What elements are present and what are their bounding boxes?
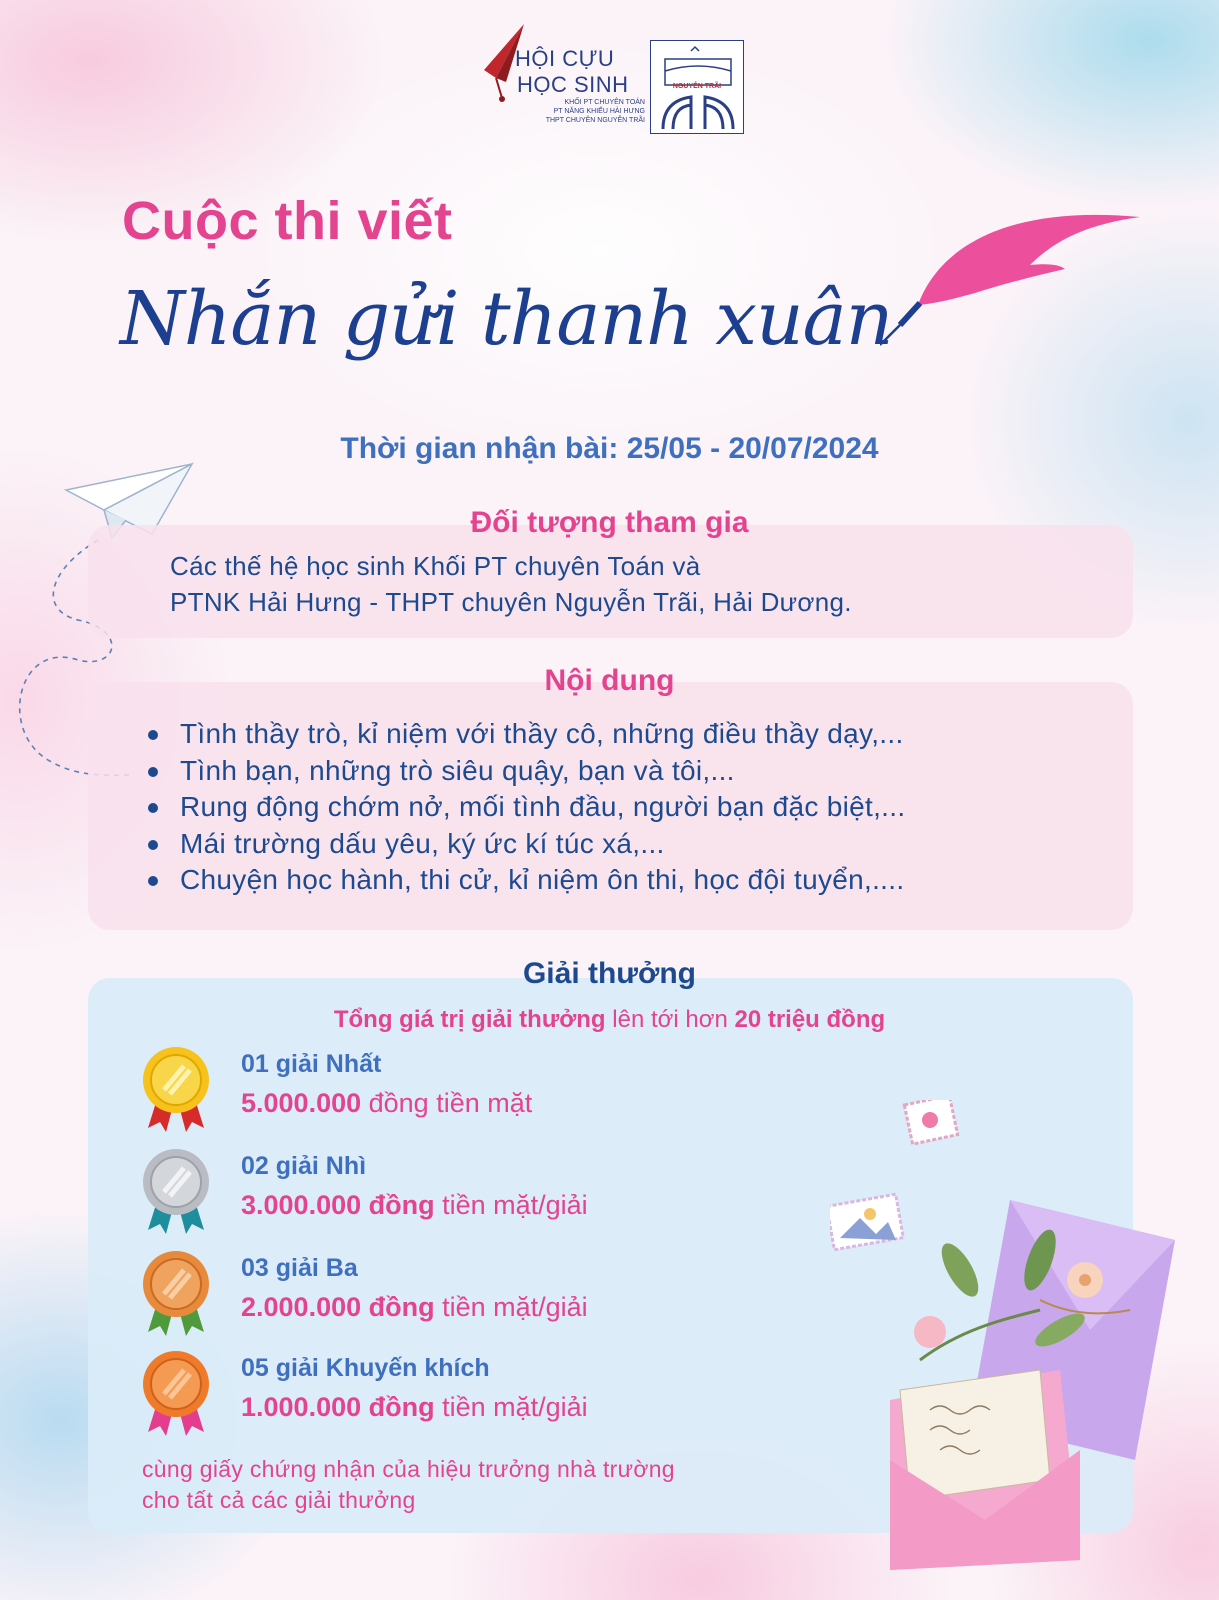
org-sub3: THPT CHUYÊN NGUYỄN TRÃI [545, 117, 645, 124]
bullet-icon [148, 803, 158, 813]
list-item: Rung động chớm nở, mối tình đầu, người bạn đặc biệt,... [148, 789, 905, 826]
bullet-icon [148, 767, 158, 777]
bullet-icon [148, 876, 158, 886]
bronze-medal-icon [140, 1250, 212, 1338]
participants-text [170, 548, 852, 620]
org-name-line2: HỌC SINH [517, 72, 629, 97]
quill-pen-icon [880, 185, 1150, 365]
prize-amount: 2.000.000 đồng tiền mặt/giải [241, 1292, 588, 1322]
participants-line1: Các thế hệ học sinh Khối PT chuyên Toán và [170, 551, 701, 581]
prize-total-label: Tổng giá trị giải thưởng [333, 1006, 606, 1033]
prize-amount: 3.000.000 đồng tiền mặt/giải [241, 1190, 588, 1220]
prize-second [140, 1148, 740, 1238]
prize-name: 05 giải Khuyến khích [241, 1354, 490, 1382]
bullet-icon [148, 840, 158, 850]
org-logo-text [515, 46, 645, 125]
footnote-line1: cùng giấy chứng nhận của hiệu trưởng nhà trường [142, 1456, 675, 1482]
bullet-icon [148, 730, 158, 740]
prize-total [0, 1006, 1219, 1034]
list-item: Mái trường dấu yêu, ký ức kí túc xá,... [148, 826, 905, 863]
silver-medal-icon [140, 1148, 212, 1236]
gold-medal-icon [140, 1046, 212, 1134]
prize-first [140, 1046, 740, 1136]
deadline-text: Thời gian nhận bài: 25/05 - 20/07/2024 [340, 432, 879, 465]
prize-total-amount: 20 triệu đồng [734, 1006, 886, 1033]
prize-amount: 5.000.000 đồng tiền mặt [241, 1088, 533, 1118]
org-name-line1: HỘI CỰU [515, 46, 615, 71]
title-script: Nhắn gửi thanh xuân [120, 276, 893, 362]
content-heading: Nội dung [544, 664, 675, 697]
content-list [148, 716, 905, 899]
envelope-flowers-illustration [830, 1100, 1200, 1570]
prize-amount: 1.000.000 đồng tiền mặt/giải [241, 1392, 588, 1422]
footnote-line2: cho tất cả các giải thưởng [142, 1487, 416, 1513]
list-item: Tình thầy trò, kỉ niệm với thầy cô, những điều thầy dạy,... [148, 716, 905, 753]
org-sub2: PT NĂNG KHIẾU HẢI HƯNG [553, 108, 645, 115]
prize-footnote [142, 1454, 675, 1516]
prize-name: 01 giải Nhất [241, 1050, 382, 1078]
participants-line2: PTNK Hải Hưng - THPT chuyên Nguyễn Trãi, Hải Dương. [170, 587, 852, 617]
prize-name: 02 giải Nhì [241, 1152, 367, 1180]
list-item: Tình bạn, những trò siêu quậy, bạn và tôi,... [148, 753, 905, 790]
prizes-heading: Giải thưởng [522, 957, 697, 990]
prize-encouragement [140, 1350, 740, 1440]
list-item: Chuyện học hành, thi cử, kỉ niệm ôn thi, học đội tuyển,.... [148, 862, 905, 899]
prize-name: 03 giải Ba [241, 1254, 358, 1282]
school-logo [650, 40, 744, 134]
orange-medal-icon [140, 1350, 212, 1438]
prize-third [140, 1250, 740, 1340]
title-top: Cuộc thi viết [122, 191, 453, 251]
participants-heading: Đối tượng tham gia [470, 506, 749, 539]
prize-total-mid: lên tới hơn [605, 1006, 735, 1033]
org-sub1: KHỐI PT CHUYÊN TOÁN [564, 99, 645, 106]
school-logo-name: NGUYỄN TRÃI [672, 83, 722, 90]
